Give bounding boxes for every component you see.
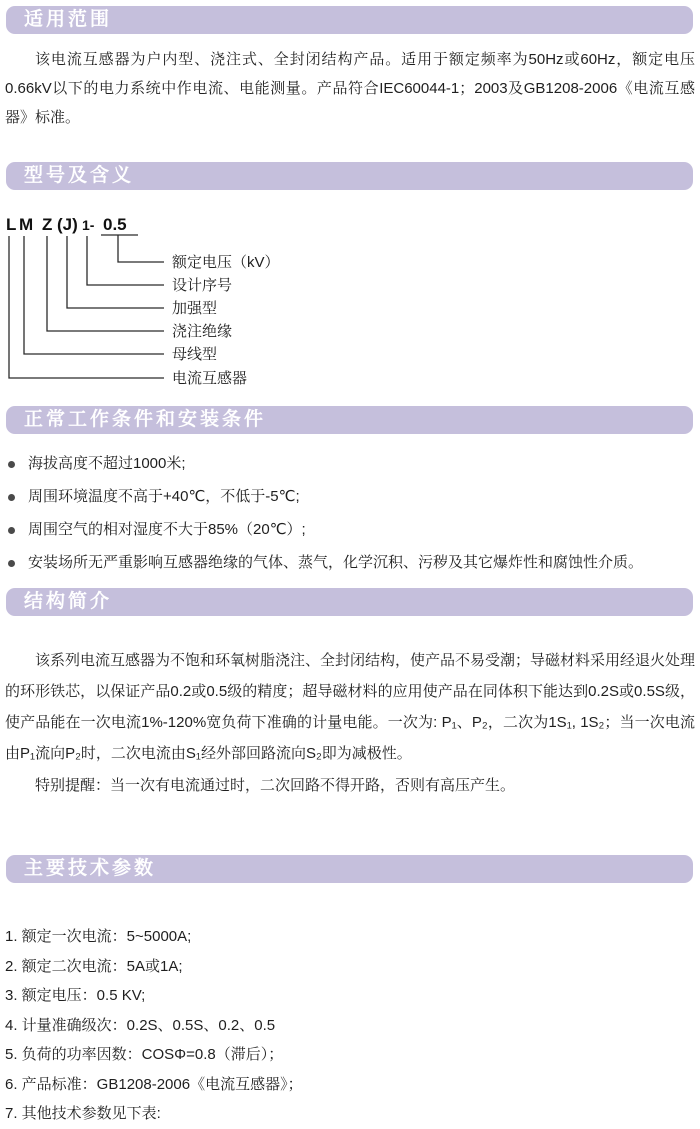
- condition-text: 安装场所无严重影响互感器绝缘的气体、蒸气，化学沉积、污秽及其它爆炸性和腐蚀性介质。: [28, 554, 644, 571]
- model-label-rated-voltage: 额定电压（kV）: [172, 254, 280, 271]
- condition-text: 海拔高度不超过1000米;: [28, 455, 186, 472]
- list-item: [8, 455, 694, 473]
- model-code-L: L: [6, 215, 17, 234]
- structure-paragraph: 该系列电流互感器为不饱和环氧树脂浇注、全封闭结构，使产品不易受潮；导磁材料采用经退火处理的环形铁芯，以保证产品0.2或0.5级的精度；超导磁材料的应用使产品在同体积下能达到0.2S或0.5S级，使产品能在一次电流1%-120%宽负荷下准确的计量电能。一次为: P₁、P₂，二次为1S₁, 1S₂；当一次电流由P₁流向P₂时，二次电流由S₁经外部回路流向S₂即为减极性。: [5, 652, 696, 762]
- parameter-list: [5, 922, 695, 1129]
- bullet-icon: [8, 461, 15, 468]
- scope-paragraph: 该电流互感器为户内型、浇注式、全封闭结构产品。适用于额定频率为50Hz或60Hz，额定电压0.66kV以下的电力系统中作电流、电能测量。产品符合IEC60044-1；2003及GB1208-2006《电流互感器》标准。: [5, 51, 695, 126]
- list-item: 5. 负荷的功率因数：COSΦ=0.8（滞后）；: [5, 1046, 284, 1063]
- list-item: [8, 554, 694, 572]
- list-item: 6. 产品标准：GB1208-2006《电流互感器》；: [5, 1075, 303, 1093]
- bullet-icon: [8, 494, 15, 501]
- model-label-cast-insulation: 浇注绝缘: [172, 323, 233, 340]
- bullet-icon: [8, 527, 15, 534]
- bullet-icon: [8, 560, 15, 567]
- list-item: 7. 其他技术参数见下表:: [5, 1105, 161, 1122]
- list-item: [8, 521, 694, 539]
- list-item: 4. 计量准确级次：0.2S、0.5S、0.2、0.5: [5, 1016, 276, 1034]
- model-label-current-transformer: 电流互感器: [172, 370, 248, 387]
- connector-line: [47, 236, 164, 331]
- list-item: [8, 488, 694, 506]
- model-code-J: (J): [57, 215, 78, 234]
- connector-line: [24, 236, 164, 354]
- list-item: 2. 额定二次电流：5A或1A;: [5, 957, 183, 975]
- structure-warning: 特别提醒：当一次有电流通过时，二次回路不得开路，否则有高压产生。: [35, 777, 516, 794]
- section-header-model: 型号及含义: [6, 162, 693, 190]
- model-designation-diagram: [2, 206, 422, 391]
- connector-line: [118, 235, 164, 262]
- condition-text: 周围空气的相对湿度不大于85%（20℃）;: [28, 521, 306, 538]
- model-label-design-serial: 设计序号: [172, 277, 233, 294]
- connector-line: [67, 236, 164, 308]
- model-code-voltage: 0.5: [103, 215, 127, 234]
- connector-line: [87, 236, 164, 285]
- list-item: 3. 额定电压：0.5 KV;: [5, 987, 146, 1004]
- section-header-parameters: 主要技术参数: [6, 855, 693, 883]
- model-code-serial: 1-: [82, 217, 95, 233]
- section-header-structure: 结构简介: [6, 588, 693, 616]
- model-label-reinforced: 加强型: [172, 300, 218, 317]
- list-item: 1. 额定一次电流：5~5000A;: [5, 928, 192, 945]
- section-header-scope: 适用范围: [6, 6, 693, 34]
- model-code-M: M: [19, 215, 34, 234]
- model-label-busbar-type: 母线型: [172, 346, 218, 363]
- model-code-Z: Z: [42, 215, 53, 234]
- section-header-conditions: 正常工作条件和安装条件: [6, 406, 693, 434]
- condition-text: 周围环境温度不高于+40℃，不低于-5℃;: [28, 488, 300, 505]
